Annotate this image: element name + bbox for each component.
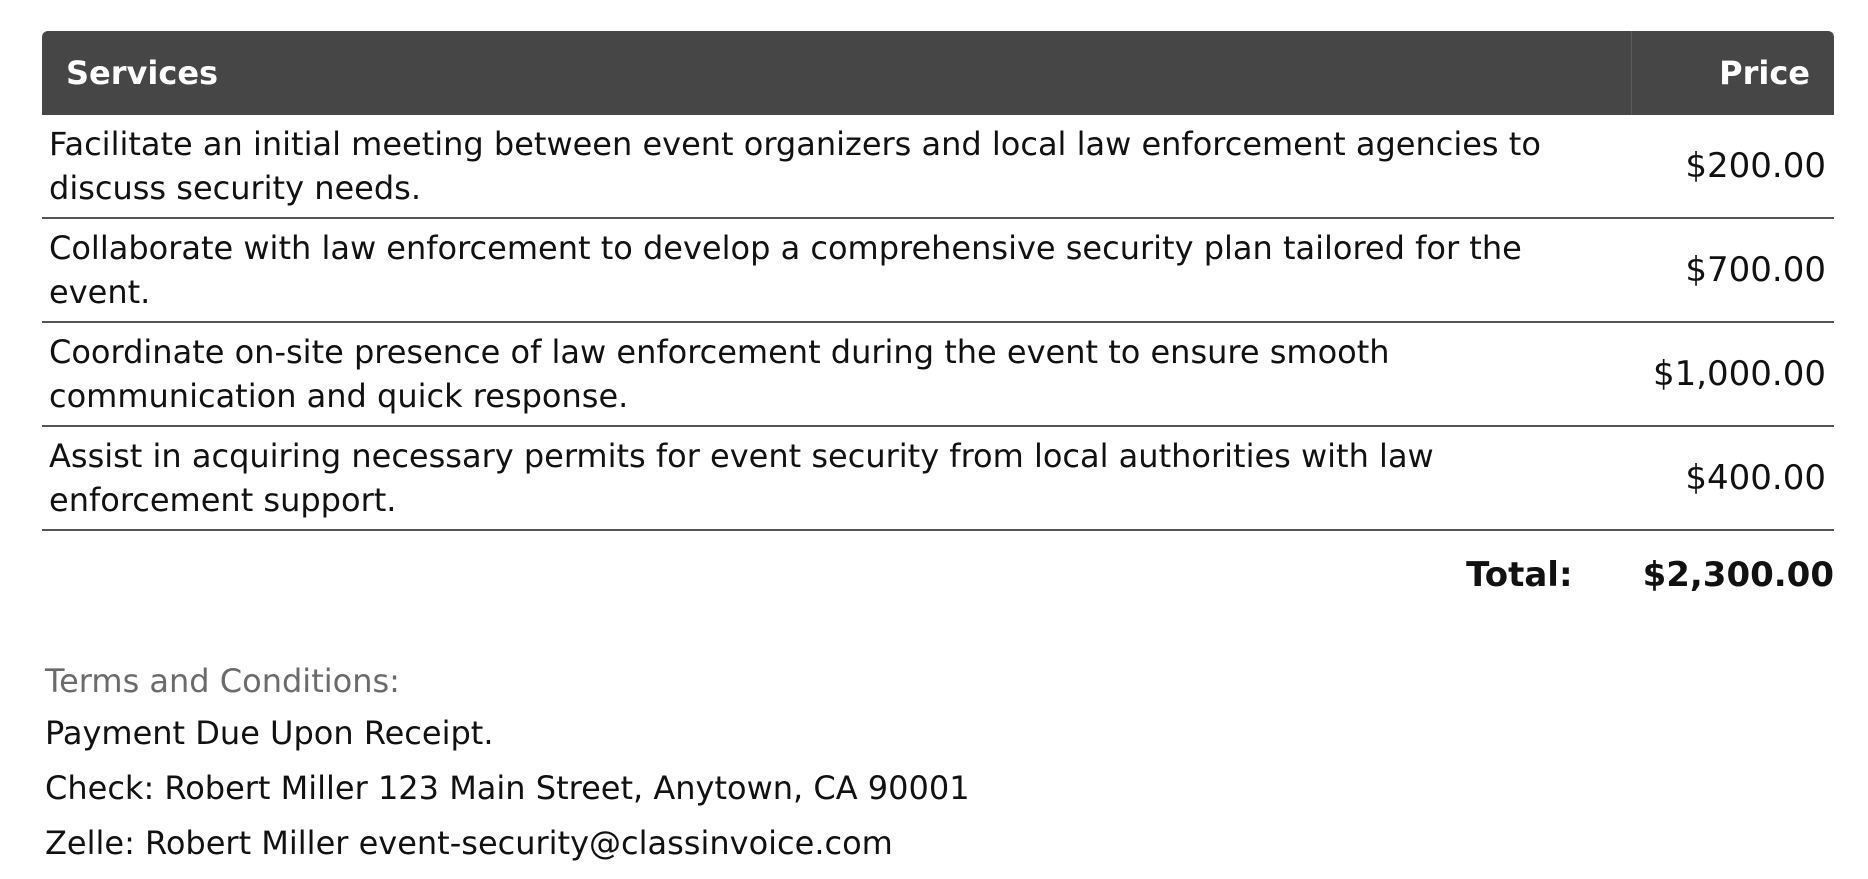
table-row (42, 115, 1834, 219)
total-value: $2,300.00 (1642, 555, 1834, 595)
service-price: $700.00 (1685, 250, 1826, 290)
service-description: Coordinate on-site presence of law enforcement during the event to ensure smooth communication and quick response. (49, 333, 1390, 415)
terms-line: Payment Due Upon Receipt. (45, 714, 494, 752)
table-header (42, 31, 1834, 115)
total-label: Total: (1466, 555, 1573, 595)
total-row (1466, 555, 1834, 595)
service-description: Collaborate with law enforcement to develop a comprehensive security plan tailored for the event. (49, 229, 1522, 311)
service-description: Assist in acquiring necessary permits for event security from local authorities with law enforcement support. (49, 437, 1434, 519)
table-row (42, 427, 1834, 531)
terms-heading: Terms and Conditions: (45, 662, 400, 700)
header-price: Price (1631, 31, 1834, 115)
service-price: $200.00 (1685, 146, 1826, 186)
table-row (42, 219, 1834, 323)
terms-section (45, 662, 970, 879)
terms-line: Zelle: Robert Miller event-security@classinvoice.com (45, 824, 893, 862)
service-price: $1,000.00 (1652, 354, 1826, 394)
service-description: Facilitate an initial meeting between event organizers and local law enforcement agencies to discuss security needs. (49, 125, 1541, 207)
services-table (42, 31, 1834, 531)
terms-line: Check: Robert Miller 123 Main Street, Anytown, CA 90001 (45, 769, 970, 807)
service-price: $400.00 (1685, 458, 1826, 498)
table-row (42, 323, 1834, 427)
header-services: Services (66, 54, 219, 92)
